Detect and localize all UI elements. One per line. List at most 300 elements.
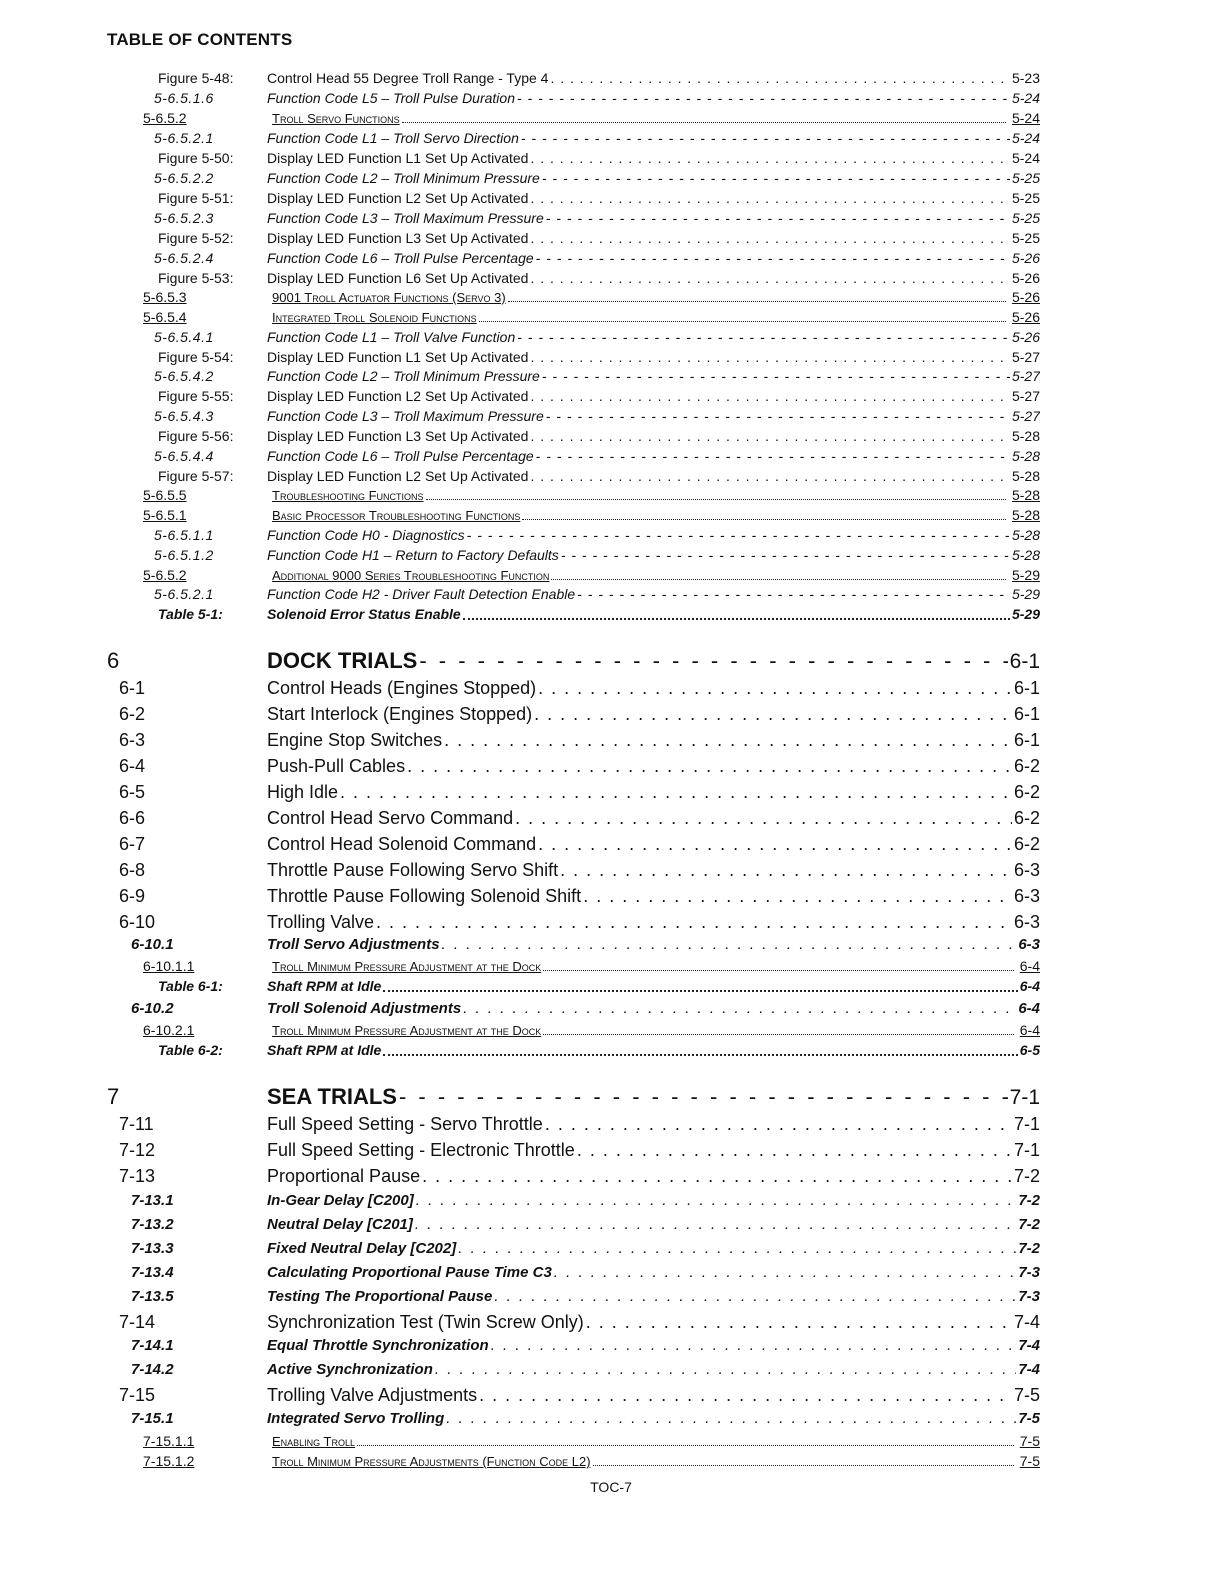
- toc-entry-title: Function Code L6 – Troll Pulse Percentage: [267, 448, 534, 464]
- toc-entry-number: 5-6.5.4.1: [154, 329, 214, 345]
- dot-leader: [577, 1140, 1012, 1161]
- toc-entry[interactable]: [0, 527, 1040, 547]
- toc-entry-title: Troll Minimum Pressure Adjustment at the Dock: [272, 1023, 542, 1038]
- toc-entry-title: Solenoid Error Status Enable: [267, 606, 461, 622]
- toc-entry-title: In-Gear Delay [C200]: [267, 1192, 414, 1209]
- toc-entry-title: Full Speed Setting - Electronic Throttle: [267, 1140, 575, 1160]
- toc-entry[interactable]: [0, 487, 1040, 507]
- toc-entry-number: 7-14.1: [131, 1337, 174, 1354]
- toc-entry-page: 5-28: [1011, 448, 1040, 464]
- toc-entry[interactable]: [0, 309, 1040, 329]
- toc-entry[interactable]: [0, 606, 1040, 626]
- page-heading: TABLE OF CONTENTS: [107, 30, 293, 49]
- toc-entry-number: 7-13.5: [131, 1288, 174, 1305]
- toc-entry-title: Enabling Troll: [272, 1434, 356, 1449]
- toc-entry-page: 6-1: [1013, 678, 1040, 698]
- toc-entry[interactable]: [0, 1140, 1040, 1166]
- toc-entry-page: 5-23: [1011, 70, 1040, 86]
- dot-leader: [543, 958, 1013, 971]
- toc-entry[interactable]: [0, 1114, 1040, 1140]
- toc-entry-page: 7-5: [1013, 1385, 1040, 1405]
- toc-entry-title: Trolling Valve: [267, 912, 375, 932]
- toc-entry[interactable]: [0, 270, 1040, 290]
- toc-entry-number: 7-14.2: [131, 1361, 174, 1378]
- toc-entry-title: Function Code L1 – Troll Valve Function: [267, 329, 516, 345]
- toc-entry-page: 5-29: [1011, 606, 1040, 622]
- toc-entry-title: Control Head 55 Degree Troll Range - Type 4: [267, 70, 549, 86]
- toc-entry-number: 6-1: [119, 678, 146, 698]
- toc-entry-page: 6-1: [1009, 650, 1040, 673]
- toc-entry-number: 7-13.1: [131, 1192, 174, 1209]
- toc-entry[interactable]: [0, 1084, 1040, 1114]
- dot-leader: [376, 912, 1012, 933]
- toc-entry[interactable]: [0, 860, 1040, 886]
- toc-entry-page: 6-3: [1013, 860, 1040, 880]
- toc-entry[interactable]: [0, 834, 1040, 860]
- toc-entry-number: 5-6.5.1: [143, 507, 187, 523]
- toc-entry[interactable]: [0, 210, 1040, 230]
- toc-entry-number: 7-13.4: [131, 1264, 174, 1281]
- toc-entry-page: 7-1: [1013, 1140, 1040, 1160]
- dot-leader: [530, 349, 1010, 365]
- toc-entry[interactable]: [0, 586, 1040, 606]
- toc-entry-page: 5-27: [1011, 349, 1040, 365]
- toc-entry[interactable]: [0, 1453, 1040, 1473]
- toc-entry[interactable]: [0, 886, 1040, 912]
- toc-entry-title: Function Code L1 – Troll Servo Direction: [267, 130, 519, 146]
- toc-entry-title: Display LED Function L2 Set Up Activated: [267, 190, 529, 206]
- dot-leader: [467, 527, 1010, 543]
- page-footer: TOC-7: [590, 1479, 632, 1495]
- toc-entry-page: 5-28: [1011, 468, 1040, 484]
- toc-entry-number: Figure 5-50:: [158, 150, 234, 166]
- toc-entry-number: Figure 5-57:: [158, 468, 234, 484]
- toc-entry-number: 7-13: [119, 1166, 156, 1186]
- toc-entry[interactable]: [0, 1042, 1040, 1062]
- toc-entry[interactable]: [0, 230, 1040, 250]
- toc-entry[interactable]: [0, 190, 1040, 210]
- dot-leader: [538, 678, 1012, 699]
- toc-entry-page: 6-5: [1019, 1042, 1040, 1058]
- toc-entry-title: Additional 9000 Series Troubleshooting Function: [272, 568, 550, 583]
- toc-entry-title: Basic Processor Troubleshooting Functions: [272, 508, 521, 523]
- toc-entry[interactable]: [0, 648, 1040, 678]
- toc-entry-page: 5-27: [1011, 368, 1040, 384]
- toc-entry-number: Figure 5-51:: [158, 190, 234, 206]
- toc-entry[interactable]: [0, 90, 1040, 110]
- toc-entry-page: 6-4: [1019, 978, 1040, 994]
- toc-entry-page: 6-2: [1013, 834, 1040, 854]
- toc-entry-number: 5-6.5.5: [143, 487, 187, 503]
- dot-leader: [530, 190, 1010, 206]
- toc-entry-page: 5-25: [1011, 170, 1040, 186]
- toc-entry-number: 7-14: [119, 1312, 156, 1332]
- dot-leader: [554, 1264, 1017, 1281]
- toc-entry[interactable]: [0, 912, 1040, 938]
- toc-entry-page: 7-2: [1018, 1216, 1040, 1233]
- toc-entry-page: 7-1: [1009, 1086, 1040, 1109]
- toc-entry-page: 5-24: [1011, 90, 1040, 106]
- dot-leader: [426, 487, 1006, 500]
- toc-entry-page: 5-28: [1011, 547, 1040, 563]
- toc-entry[interactable]: [0, 1022, 1040, 1042]
- toc-entry-title: Function Code L2 – Troll Minimum Pressure: [267, 170, 540, 186]
- toc-entry-title: Trolling Valve Adjustments: [267, 1385, 478, 1405]
- toc-entry-number: 7: [107, 1084, 120, 1109]
- dot-leader: [542, 368, 1010, 384]
- toc-entry-number: 6-10.1.1: [143, 958, 195, 974]
- dot-leader: [419, 648, 1007, 674]
- dot-leader: [399, 1084, 1008, 1110]
- dot-leader: [402, 110, 1006, 123]
- toc-entry-number: 5-6.5.2: [143, 110, 187, 126]
- toc-entry[interactable]: [0, 349, 1040, 369]
- toc-entry-page: 6-3: [1013, 886, 1040, 906]
- dot-leader: [560, 860, 1012, 881]
- toc-entry-title: Full Speed Setting - Servo Throttle: [267, 1114, 543, 1134]
- toc-entry-number: 7-13.3: [131, 1240, 174, 1257]
- dot-leader: [357, 1433, 1014, 1446]
- dot-leader: [530, 230, 1010, 246]
- toc-entry-number: Figure 5-53:: [158, 270, 234, 286]
- toc-entry-page: 5-25: [1011, 210, 1040, 226]
- toc-entry-page: 5-24: [1011, 150, 1040, 166]
- toc-entry-title: Display LED Function L2 Set Up Activated: [267, 388, 529, 404]
- toc-entry-number: 7-13.2: [131, 1216, 174, 1233]
- dot-leader: [515, 808, 1012, 829]
- toc-entry-number: Figure 5-52:: [158, 230, 234, 246]
- toc-entry[interactable]: [0, 1410, 1040, 1434]
- toc-entry-page: 6-1: [1013, 704, 1040, 724]
- toc-entry-title: Throttle Pause Following Servo Shift: [267, 860, 559, 880]
- toc-entry-number: 6-8: [119, 860, 146, 880]
- toc-entry-title: Shaft RPM at Idle: [267, 1042, 382, 1058]
- toc-entry-page: 5-24: [1011, 110, 1040, 126]
- toc-entry[interactable]: [0, 1385, 1040, 1411]
- toc-entry-title: Control Heads (Engines Stopped): [267, 678, 537, 698]
- toc-entry-page: 7-5: [1019, 1433, 1040, 1449]
- toc-entry-number: Figure 5-55:: [158, 388, 234, 404]
- toc-entry[interactable]: [0, 567, 1040, 587]
- dot-leader: [536, 250, 1010, 266]
- toc-entry[interactable]: [0, 1216, 1040, 1240]
- toc-entry-title: Display LED Function L3 Set Up Activated: [267, 428, 529, 444]
- toc-entry-page: 7-4: [1018, 1361, 1040, 1378]
- toc-entry-number: Table 6-1:: [158, 978, 223, 994]
- dot-leader: [494, 1288, 1016, 1305]
- dot-leader: [517, 329, 1010, 345]
- toc-entry-title: Engine Stop Switches: [267, 730, 443, 750]
- toc-entry-number: 5-6.5.1.1: [154, 527, 214, 543]
- dot-leader: [593, 1453, 1014, 1466]
- toc-entry-number: 6-2: [119, 704, 146, 724]
- toc-entry[interactable]: [0, 428, 1040, 448]
- toc-entry[interactable]: [0, 958, 1040, 978]
- dot-leader: [479, 309, 1006, 322]
- toc-entry[interactable]: [0, 730, 1040, 756]
- dot-leader: [538, 834, 1012, 855]
- toc-entry[interactable]: [0, 936, 1040, 960]
- dot-leader: [583, 886, 1012, 907]
- toc-entry-number: Figure 5-56:: [158, 428, 234, 444]
- toc-entry-title: Function Code L3 – Troll Maximum Pressure: [267, 408, 544, 424]
- toc-entry-title: Integrated Servo Trolling: [267, 1410, 445, 1427]
- toc-entry-page: 6-2: [1013, 782, 1040, 802]
- toc-entry-title: Neutral Delay [C201]: [267, 1216, 413, 1233]
- toc-entry[interactable]: [0, 408, 1040, 428]
- toc-entry[interactable]: [0, 250, 1040, 270]
- toc-entry-title: Function Code L6 – Troll Pulse Percentage: [267, 250, 534, 266]
- dot-leader: [577, 586, 1010, 602]
- dot-leader: [458, 1240, 1016, 1257]
- dot-leader: [542, 170, 1010, 186]
- toc-entry[interactable]: [0, 289, 1040, 309]
- toc-entry-title: Function Code H0 - Diagnostics: [267, 527, 465, 543]
- toc-entry-title: Synchronization Test (Twin Screw Only): [267, 1312, 584, 1332]
- toc-entry-title: Troll Solenoid Adjustments: [267, 1000, 462, 1017]
- toc-entry-page: 7-4: [1013, 1312, 1040, 1332]
- toc-entry-number: 6-6: [119, 808, 146, 828]
- toc-entry-title: Proportional Pause: [267, 1166, 421, 1186]
- toc-entry[interactable]: [0, 1240, 1040, 1264]
- toc-entry-title: Troll Servo Functions: [272, 111, 400, 126]
- toc-entry[interactable]: [0, 468, 1040, 488]
- toc-entry-page: 5-29: [1011, 586, 1040, 602]
- dot-leader: [444, 730, 1012, 751]
- toc-entry-number: 5-6.5.2.2: [154, 170, 214, 186]
- toc-entry-page: 7-3: [1018, 1264, 1040, 1281]
- toc-entry[interactable]: [0, 808, 1040, 834]
- toc-entry-number: 7-15.1: [131, 1410, 174, 1427]
- dot-leader: [521, 130, 1010, 146]
- dot-leader: [530, 428, 1010, 444]
- toc-entry-number: 5-6.5.1.6: [154, 90, 214, 106]
- toc-entry-number: 7-15: [119, 1385, 156, 1405]
- toc-entry-number: 5-6.5.2.1: [154, 130, 214, 146]
- toc-entry-page: 5-25: [1011, 230, 1040, 246]
- dot-leader: [561, 547, 1010, 563]
- toc-entry-title: Push-Pull Cables: [267, 756, 406, 776]
- toc-entry-title: Function Code H1 – Return to Factory Defaults: [267, 547, 559, 563]
- toc-entry-title: Control Head Servo Command: [267, 808, 514, 828]
- toc-entry-number: 7-15.1.2: [143, 1453, 195, 1469]
- toc-entry-number: 5-6.5.4.4: [154, 448, 214, 464]
- toc-entry-number: 6-7: [119, 834, 146, 854]
- toc-entry-page: 5-24: [1011, 130, 1040, 146]
- toc-entry-page: 7-3: [1018, 1288, 1040, 1305]
- dot-leader: [530, 270, 1010, 286]
- dot-leader: [479, 1385, 1012, 1406]
- toc-entry-number: 6-3: [119, 730, 146, 750]
- toc-entry-page: 7-5: [1019, 1453, 1040, 1469]
- toc-entry-title: Troll Servo Adjustments: [267, 936, 440, 953]
- toc-entry[interactable]: [0, 1337, 1040, 1361]
- toc-entry-page: 6-1: [1013, 730, 1040, 750]
- toc-entry-title: Fixed Neutral Delay [C202]: [267, 1240, 457, 1257]
- toc-entry[interactable]: [0, 368, 1040, 388]
- toc-entry-title: Calculating Proportional Pause Time C3: [267, 1264, 552, 1281]
- toc-entry[interactable]: [0, 170, 1040, 190]
- toc-entry-page: 6-2: [1013, 808, 1040, 828]
- toc-entry-number: 5-6.5.4.3: [154, 408, 214, 424]
- dot-leader: [543, 1022, 1013, 1035]
- toc-entry-page: 6-3: [1013, 912, 1040, 932]
- dot-leader: [383, 1042, 1017, 1056]
- toc-entry[interactable]: [0, 507, 1040, 527]
- toc-entry-title: Troubleshooting Functions: [272, 488, 424, 503]
- dot-leader: [491, 1337, 1017, 1354]
- toc-entry-page: 6-2: [1013, 756, 1040, 776]
- toc-entry-page: 5-27: [1011, 408, 1040, 424]
- toc-entry-page: 7-5: [1018, 1410, 1040, 1427]
- toc-entry-page: 6-4: [1019, 958, 1040, 974]
- toc-entry-title: 9001 Troll Actuator Functions (Servo 3): [272, 290, 506, 305]
- toc-entry-title: Function Code L2 – Troll Minimum Pressure: [267, 368, 540, 384]
- toc-entry-number: 6-10.1: [131, 936, 174, 953]
- toc-entry[interactable]: [0, 1264, 1040, 1288]
- toc-entry-number: 5-6.5.4.2: [154, 368, 214, 384]
- toc-entry-page: 7-1: [1013, 1114, 1040, 1134]
- toc-entry-page: 5-27: [1011, 388, 1040, 404]
- toc-entry-number: 6: [107, 648, 120, 673]
- toc-entry[interactable]: [0, 704, 1040, 730]
- toc-entry-number: 7-12: [119, 1140, 156, 1160]
- toc-entry-title: Display LED Function L1 Set Up Activated: [267, 150, 529, 166]
- dot-leader: [446, 1410, 1016, 1427]
- toc-entry-number: 6-9: [119, 886, 146, 906]
- dot-leader: [530, 468, 1010, 484]
- dot-leader: [550, 70, 1010, 86]
- toc-entry-page: 6-4: [1018, 1000, 1040, 1017]
- toc-entry-number: 6-10: [119, 912, 156, 932]
- dot-leader: [407, 756, 1012, 777]
- dot-leader: [463, 606, 1010, 620]
- toc-entry[interactable]: [0, 782, 1040, 808]
- dot-leader: [546, 408, 1010, 424]
- toc-entry-title: Throttle Pause Following Solenoid Shift: [267, 886, 582, 906]
- toc-entry-page: 7-2: [1013, 1166, 1040, 1186]
- dot-leader: [522, 507, 1006, 520]
- dot-leader: [415, 1216, 1016, 1233]
- dot-leader: [422, 1166, 1012, 1187]
- dot-leader: [530, 150, 1010, 166]
- dot-leader: [536, 448, 1010, 464]
- toc-entry-number: 5-6.5.1.2: [154, 547, 214, 563]
- toc-entry-title: Display LED Function L1 Set Up Activated: [267, 349, 529, 365]
- toc-entry-title: Control Head Solenoid Command: [267, 834, 537, 854]
- toc-entry-number: 6-10.2: [131, 1000, 174, 1017]
- toc-entry-number: Figure 5-48:: [158, 70, 234, 86]
- toc-entry-title: Testing The Proportional Pause: [267, 1288, 493, 1305]
- toc-entry-page: 7-2: [1018, 1240, 1040, 1257]
- toc-entry-number: 5-6.5.2.3: [154, 210, 214, 226]
- toc-entry-title: Troll Minimum Pressure Adjustment at the Dock: [272, 959, 542, 974]
- toc-entry-title: Integrated Troll Solenoid Functions: [272, 310, 477, 325]
- toc-entry-page: 5-26: [1011, 329, 1040, 345]
- dot-leader: [517, 90, 1010, 106]
- toc-entry-page: 5-26: [1011, 270, 1040, 286]
- toc-entry-title: Display LED Function L3 Set Up Activated: [267, 230, 529, 246]
- toc-entry-number: Table 5-1:: [158, 606, 223, 622]
- dot-leader: [416, 1192, 1017, 1209]
- dot-leader: [383, 978, 1017, 992]
- toc-entry-page: 7-4: [1018, 1337, 1040, 1354]
- toc-entry[interactable]: [0, 1312, 1040, 1338]
- toc-entry-title: SEA TRIALS: [267, 1084, 397, 1109]
- toc-entry-number: 6-4: [119, 756, 146, 776]
- toc-entry[interactable]: [0, 547, 1040, 567]
- dot-leader: [340, 782, 1012, 803]
- toc-entry[interactable]: [0, 678, 1040, 704]
- dot-leader: [534, 704, 1012, 725]
- toc-entry[interactable]: [0, 978, 1040, 998]
- toc-entry[interactable]: [0, 130, 1040, 150]
- toc-entry[interactable]: [0, 448, 1040, 468]
- toc-entry[interactable]: [0, 1192, 1040, 1216]
- toc-entry-title: Active Synchronization: [267, 1361, 433, 1378]
- toc-entry[interactable]: [0, 1288, 1040, 1312]
- toc-entry-title: High Idle: [267, 782, 339, 802]
- toc-entry-title: Equal Throttle Synchronization: [267, 1337, 489, 1354]
- toc-entry-page: 6-3: [1018, 936, 1040, 953]
- toc-entry-number: 5-6.5.4: [143, 309, 187, 325]
- toc-entry-number: 7-11: [119, 1114, 154, 1134]
- toc-entry-number: 6-10.2.1: [143, 1022, 195, 1038]
- toc-entry-page: 5-28: [1011, 527, 1040, 543]
- toc-entry-number: 5-6.5.2: [143, 567, 187, 583]
- toc-entry[interactable]: [0, 329, 1040, 349]
- toc-entry-number: 5-6.5.2.1: [154, 586, 214, 602]
- dot-leader: [551, 567, 1006, 580]
- dot-leader: [442, 936, 1017, 953]
- toc-entry-page: 7-2: [1018, 1192, 1040, 1209]
- toc-entry-page: 5-26: [1011, 309, 1040, 325]
- toc-entry-page: 5-26: [1011, 250, 1040, 266]
- toc-entry-page: 5-28: [1011, 428, 1040, 444]
- toc-entry[interactable]: [0, 70, 1040, 90]
- toc-entry-title: Start Interlock (Engines Stopped): [267, 704, 533, 724]
- dot-leader: [586, 1312, 1012, 1333]
- toc-entry-number: 7-15.1.1: [143, 1433, 195, 1449]
- toc-entry-title: Function Code L5 – Troll Pulse Duration: [267, 90, 515, 106]
- toc-entry-page: 5-25: [1011, 190, 1040, 206]
- toc-entry[interactable]: [0, 110, 1040, 130]
- toc-entry-number: Table 6-2:: [158, 1042, 223, 1058]
- toc-entry-page: 5-29: [1011, 567, 1040, 583]
- toc-entry-title: Display LED Function L2 Set Up Activated: [267, 468, 529, 484]
- dot-leader: [545, 1114, 1012, 1135]
- toc-entry-title: Troll Minimum Pressure Adjustments (Function Code L2): [272, 1454, 591, 1469]
- toc-entry[interactable]: [0, 1433, 1040, 1453]
- toc-entry-page: 5-26: [1011, 289, 1040, 305]
- toc-entry-number: 5-6.5.2.4: [154, 250, 214, 266]
- toc-entry-page: 5-28: [1011, 507, 1040, 523]
- toc-entry[interactable]: [0, 1166, 1040, 1192]
- toc-entry[interactable]: [0, 1361, 1040, 1385]
- toc-entry[interactable]: [0, 1000, 1040, 1024]
- dot-leader: [435, 1361, 1016, 1378]
- toc-entry[interactable]: [0, 756, 1040, 782]
- dot-leader: [530, 388, 1010, 404]
- toc-entry-number: 5-6.5.3: [143, 289, 187, 305]
- toc-entry-title: Function Code L3 – Troll Maximum Pressure: [267, 210, 544, 226]
- dot-leader: [546, 210, 1010, 226]
- toc-entry-page: 5-28: [1011, 487, 1040, 503]
- toc-entry[interactable]: [0, 150, 1040, 170]
- toc-entry-title: Function Code H2 - Driver Fault Detection Enable: [267, 586, 576, 602]
- toc-entry[interactable]: [0, 388, 1040, 408]
- toc-entry-title: Shaft RPM at Idle: [267, 978, 382, 994]
